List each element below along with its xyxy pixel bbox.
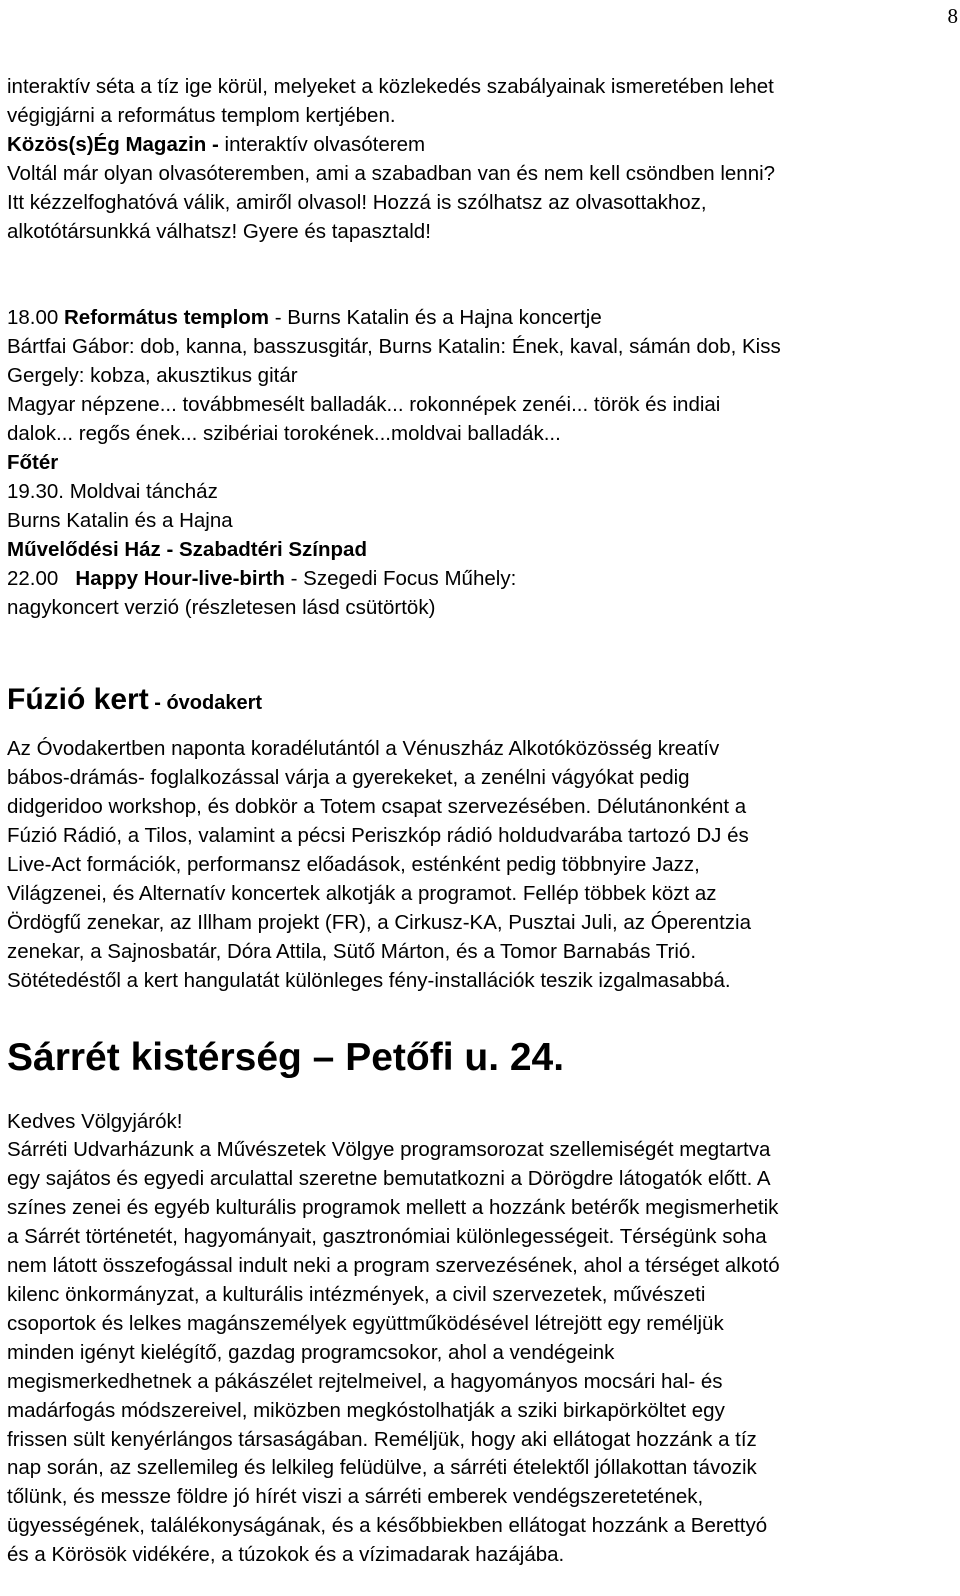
fuzio-subtitle: - óvodakert (148, 692, 263, 715)
intro-line: végigjárni a református templom kertjében. (7, 103, 396, 127)
description-line: dalok... regős ének... szibériai torokének...moldvai balladák... (7, 422, 561, 446)
paragraph-line: színes zenei és egyéb kulturális programok mellett a hozzánk betérők megismerhetik (7, 1196, 779, 1220)
magazine-title: Közös(s)Ég Magazin - (7, 132, 219, 156)
paragraph-line: megismerkedhetnek a pákászélet rejtelmeivel, a hagyományos mocsári hal- és (7, 1369, 723, 1393)
venue: Művelődési Ház - Szabadtéri Színpad (7, 537, 367, 561)
event: - Szegedi Focus Műhely: (284, 566, 517, 590)
program-entry-line: nagykoncert verzió (részletesen lásd csütörtök) (7, 595, 436, 619)
venue: Főtér (7, 450, 59, 474)
event-title: Happy Hour-live-birth (75, 566, 285, 590)
spacer (7, 996, 947, 1034)
document-body (7, 73, 947, 1570)
program-entry-3 (7, 565, 947, 594)
spacer (7, 622, 947, 680)
greeting: Kedves Völgyjárók! (7, 1109, 183, 1133)
paragraph-line: Világzenei, és Alternatív koncertek alkotják a programot. Fellép többek közt az (7, 881, 717, 905)
intro-line: Itt kézzelfoghatóvá válik, amiről olvasol! Hozzá is szólhatsz az olvasottakhoz, (7, 190, 707, 214)
description-line: Magyar népzene... továbbmesélt balladák... rokonnépek zenéi... török és indiai (7, 393, 721, 417)
program-entry-1 (7, 304, 947, 333)
paragraph-line: minden igényt kielégítő, gazdag programcsokor, ahol a vendégeink (7, 1340, 615, 1364)
magazine-heading (7, 131, 947, 160)
paragraph-line: egy sajátos és egyedi arculattal szeretne bemutatkozni a Dörögdre látogatók előtt. A (7, 1167, 771, 1191)
paragraph-line: Sárréti Udvarházunk a Művészetek Völgye programsorozat szellemiségét megtartva (7, 1138, 771, 1162)
intro-line: alkotótársunkká válhatsz! Gyere és tapasztald! (7, 219, 431, 243)
paragraph-line: Fúzió Rádió, a Tilos, valamint a pécsi Periszkóp rádió holdudvarába tartozó DJ és (7, 824, 749, 848)
paragraph-line: és a Körösök vidékére, a túzokok és a vízimadarak hazájába. (7, 1543, 565, 1567)
fuzio-body (7, 735, 947, 995)
magazine-subtitle: interaktív olvasóterem (218, 132, 426, 156)
fuzio-section (7, 680, 947, 995)
intro-line: Voltál már olyan olvasóteremben, ami a szabadban van és nem kell csöndben lenni? (7, 161, 776, 185)
intro-line: interaktív séta a tíz ige körül, melyeket a közlekedés szabályainak ismeretében lehet (7, 75, 774, 98)
paragraph-line: csoportok és lelkes magánszemélyek együttműködésével létrejött egy reméljük (7, 1311, 724, 1335)
paragraph-line: nap során, az szellemileg és lelkileg felüdülve, a sárréti ételektől jóllakottan távozik (7, 1456, 757, 1480)
paragraph-line: Az Óvodakertben naponta koradélutántól a Vénuszház Alkotóközösség kreatív (7, 737, 720, 761)
paragraph-line: madárfogás módszereivel, miközben megkóstolhatják a sziki birkapörköltet egy (7, 1398, 725, 1422)
venue-heading (7, 536, 947, 565)
paragraph-line: frissen sült kenyérlángos társaságában. Reméljük, hogy aki ellátogat hozzánk a tíz (7, 1427, 757, 1451)
sarret-section (7, 1034, 947, 1571)
venue: Református templom (64, 306, 270, 330)
paragraph-line: a Sárrét történetét, hagyományait, gasztronómiai különlegességeit. Térségünk soha (7, 1225, 767, 1249)
spacer (7, 246, 947, 304)
performers-line: Gergely: kobza, akusztikus gitár (7, 364, 298, 388)
paragraph-line: Live-Act formációk, performansz előadások, esténként pedig többnyire Jazz, (7, 853, 700, 877)
spacer (7, 1082, 947, 1108)
sarret-body (7, 1136, 947, 1570)
paragraph-line: zenekar, a Sajnosbatár, Dóra Attila, Sütő Márton, és a Tomor Barnabás Trió. (7, 939, 697, 963)
paragraph-line: kilenc önkormányzat, a kulturális intézmények, a civil szervezetek, művészeti (7, 1283, 706, 1306)
venue-heading (7, 449, 947, 478)
intro-section (7, 73, 947, 246)
time: 18.00 (7, 306, 64, 330)
page-number: 8 (947, 4, 958, 28)
paragraph-line: ügyességének, találékonyságának, és a későbbiekben ellátogat hozzánk a Berettyó (7, 1514, 768, 1538)
paragraph-line: Ördögfű zenekar, az Illham projekt (FR), a Cirkusz-KA, Pusztai Juli, az Óperentzia (7, 910, 751, 934)
paragraph-line: nem látott összefogással indult neki a program szervezésének, ahol a térséget alkotó (7, 1254, 780, 1278)
performers-line: Bártfai Gábor: dob, kanna, basszusgitár, Burns Katalin: Ének, kaval, sámán dob, Kiss (7, 335, 781, 359)
fuzio-title: Fúzió kert (7, 683, 149, 717)
sarret-title: Sárrét kistérség – Petőfi u. 24. (7, 1035, 565, 1079)
program-section (7, 304, 947, 622)
section-title (7, 680, 947, 723)
paragraph-line: didgeridoo workshop, és dobkör a Totem csapat szervezésében. Délutánonként a (7, 795, 747, 819)
time: 22.00 (7, 566, 76, 590)
event: - Burns Katalin és a Hajna koncertje (269, 306, 602, 330)
program-entry-2: 19.30. Moldvai táncház (7, 479, 218, 503)
paragraph-line: bábos-drámás- foglalkozással várja a gyerekeket, a zenélni vágyókat pedig (7, 766, 690, 790)
paragraph-line: tőlünk, és messze földre jó hírét viszi a sárréti emberek vendégszeretetének, (7, 1485, 704, 1509)
paragraph-line: Sötétedéstől a kert hangulatát különleges fény-installációk teszik izgalmasabbá. (7, 968, 731, 992)
spacer (7, 723, 947, 735)
program-performer: Burns Katalin és a Hajna (7, 508, 233, 532)
